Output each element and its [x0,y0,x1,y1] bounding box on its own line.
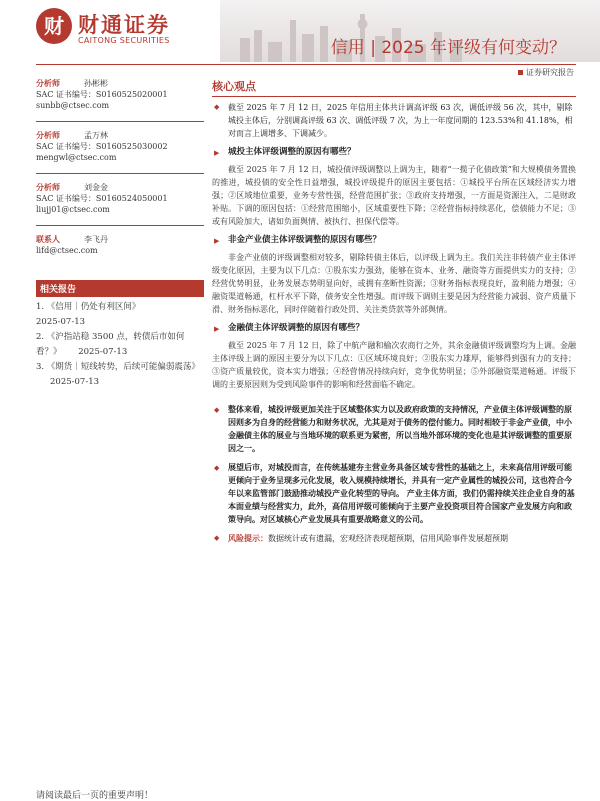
analyst-email[interactable]: liujj01@ctsec.com [36,205,110,214]
question-city-invest: ▶ 城投主体评级调整的原因有哪些？ [212,146,576,159]
divider [36,121,204,122]
logo-mark-icon: 财 [36,8,72,44]
analyst-name: 刘金金 [84,183,108,192]
question-financial: ▶ 金融债主体评级调整的原因有哪些？ [212,322,576,335]
analyst-role: 分析师 [36,78,60,88]
summary-bullet: ◆ 截至 2025 年 7 月 12 日，2025 年信用主体共计调高评级 63 次，调低评级 56 次，其中，剔除城投主体后，分别调高评级 63 次、调低评级 7 次，为上一年度同期的 123.53%和 41.18%，相对而言上调增多、下调减少。 [212,101,576,140]
contact-card [36,234,204,256]
answer-city-invest: 截至 2025 年 7 月 12 日，城投债评级调整以上调为主，随着“一揽子化债政策”和大规模债务置换的推进，城投债的安全性日益增强，城投评级提升的原因主要包括：①城投平台所在区域经济实力增强；②区域地位重要，业务专营性强，经营范围扩张；③政府支持增强，一方面是资源注入，二是财政补贴。下调的原因包括：①经营范围缩小，区域重要性下降；②经营指标持续恶化，偿债能力不足；③或有风险加大，诸如负面舆情、被执行、担保代偿等。 [212,165,576,226]
related-report-item[interactable]: 3. 《期货｜短线转势，后续可能偏弱震荡》 2025-07-13 [36,362,200,387]
analyst-card [36,78,204,111]
question-industrial: ▶ 非金产业债主体评级调整的原因有哪些？ [212,234,576,247]
analyst-cert: SAC 证书编号：S0160525020001 [36,90,168,99]
related-reports-title: 相关报告 [36,280,204,297]
answer-financial: 截至 2025 年 7 月 12 日，除了中航产融和榆次农商行之外，其余金融债评级调整均为上调。金融主体评级上调的原因主要分为以下几点：①区域环境良好；②股东实力雄厚，能够得到强有力的支持；③资产质量较优，资本实力增强；④经营情况持续向好，竞争优势明显；⑤外部融资渠道畅通。评级下调的主要原因则为受到风险事件的影响和经营面临不确定。 [212,341,576,389]
contact-role: 联系人 [36,234,60,244]
logo-text-en: CAITONG SECURITIES [78,36,170,45]
contact-name: 李飞丹 [84,235,108,244]
risk-label: 风险提示： [228,533,268,543]
related-report-item[interactable]: 1. 《信用｜仍处有利区间》 [36,302,141,312]
analyst-role: 分析师 [36,130,60,140]
analyst-name: 孟万林 [84,131,108,140]
contact-email[interactable]: lifd@ctsec.com [36,246,98,255]
related-reports-list [36,300,204,390]
header-rule [36,64,576,65]
footer-disclaimer: 请阅读最后一页的重要声明！ [36,791,154,801]
caitong-logo [36,8,196,52]
analyst-role: 分析师 [36,182,60,192]
related-report-date: 2025-07-13 [36,317,86,327]
answer-industrial: 非金产业债的评级调整相对较多，剔除转债主体后，以评级上调为主。我们关注非转债产业主体评级变化原因，主要为以下几点：①股东实力强劲，能够在资本、业务、融资等方面提供实力的支持；②经营优势明显，业务发展态势明显向好，或拥有垄断性资源；③财务指标表现良好，盈利能力增强；④融资渠道畅通，杠杆水平下降，债务安全性增强。而评级下调则主要是因为经营能力减弱、资产质量下滑、财务指标恶化，同时伴随着行政处罚、关注类贷款等外部舆情。 [212,253,576,314]
logo-text-cn: 财通证券 [78,13,170,37]
analyst-cert: SAC 证书编号：S0160525030002 [36,142,168,151]
analyst-card [36,130,204,163]
risk-text: 数据统计或有遗漏，宏观经济表现超预期，信用风险事件发展超预期 [268,534,508,543]
document-title: 信用 | 2025 年评级有何变动？ [330,38,566,58]
sidebar [36,78,204,387]
main-content [212,78,576,545]
analyst-card [36,182,204,215]
divider [36,173,204,174]
summary-outlook: ◆ 展望后市，对城投而言，在传统基建夯主营业务具备区域专营性的基础之上，未来高信用评级可能更倾向于业务呈现多元化发展，收入规模持续增长，并具有一定产业属性的城投公司，这也符合今年以来监管部门鼓励推动城投产业化转型的导向。 产业主体方面，我们仍需持续关注企业自身的基本面业绩与经营实力，此外，高信用评级可能倾向于主要产业投资项目符合国家产业发展方向和政策导向。对区域核心产业发展具有重要战略意义的公司。 [212,461,576,526]
report-type-label: 证券研究报告 [518,67,574,78]
risk-warning [212,532,576,545]
analyst-name: 孙彬彬 [84,79,108,88]
analyst-email[interactable]: sunbb@ctsec.com [36,101,110,110]
analyst-email[interactable]: mengwl@ctsec.com [36,153,117,162]
core-view-title: 核心观点 [212,78,576,97]
summary-overall: ◆ 整体来看，城投评级更加关注于区域整体实力以及政府政策的支持情况，产业债主体评级调整的原因则多为自身的经营能力和财务状况，尤其是对于债务的偿付能力。同时相较于非金产业债，中小金融债主体的展业与当地环境的联系更为紧密，所以当地外部环境的变化也是其评级调整的重要原因之一。 [212,403,576,455]
divider [36,225,204,226]
analyst-cert: SAC 证书编号：S0160524050001 [36,194,168,203]
page-header [0,0,600,62]
related-report-item[interactable]: 2. 《沪指站稳 3500 点，转债后市如何看？》 2025-07-13 [36,332,185,357]
